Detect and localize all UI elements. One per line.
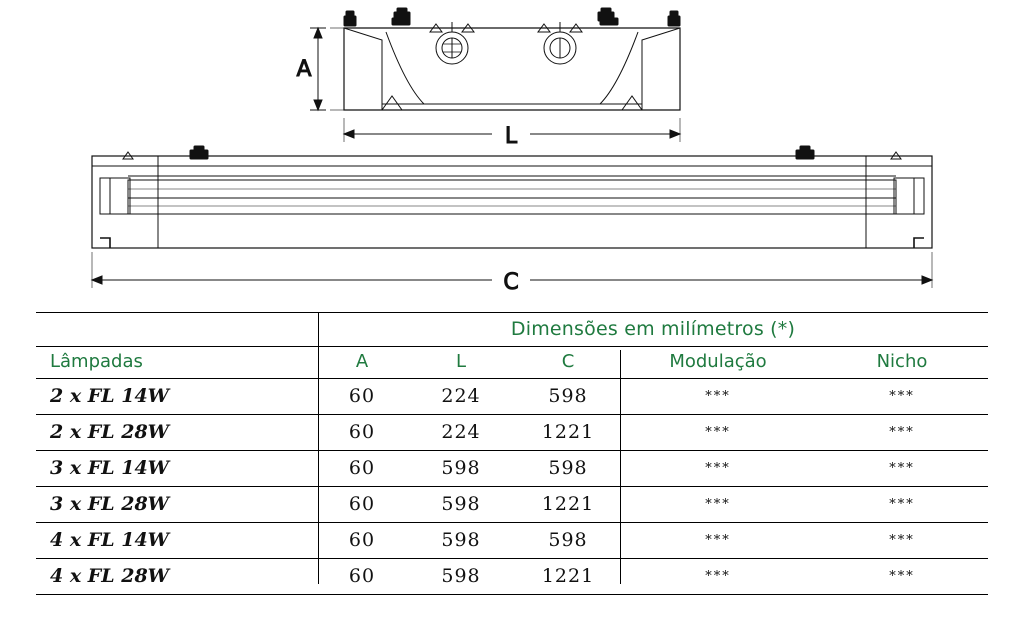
cell-nicho: ***	[816, 559, 988, 595]
table-row	[36, 379, 988, 415]
table-row	[36, 451, 988, 487]
table-row	[36, 487, 988, 523]
cell-l: 598	[406, 523, 516, 559]
cell-modulacao: ***	[620, 523, 816, 559]
cell-modulacao: ***	[620, 487, 816, 523]
cell-lamps: 2 x FL 14W	[36, 379, 318, 415]
cell-a: 60	[318, 487, 406, 523]
table-row	[36, 415, 988, 451]
cell-l: 598	[406, 487, 516, 523]
cell-nicho: ***	[816, 487, 988, 523]
cell-l: 224	[406, 415, 516, 451]
cell-a: 60	[318, 451, 406, 487]
cell-nicho: ***	[816, 415, 988, 451]
table-bottom-border	[36, 595, 988, 617]
cross-section-view	[344, 8, 680, 110]
dimension-a	[310, 28, 344, 110]
table-title: Dimensões em milímetros (*)	[318, 313, 988, 347]
cell-c: 1221	[516, 415, 620, 451]
cell-modulacao: ***	[620, 415, 816, 451]
dimension-label-l: L	[505, 124, 518, 149]
spec-table	[36, 312, 988, 617]
cell-c: 1221	[516, 559, 620, 595]
cell-modulacao: ***	[620, 451, 816, 487]
cell-c: 1221	[516, 487, 620, 523]
cell-a: 60	[318, 559, 406, 595]
cell-nicho: ***	[816, 523, 988, 559]
cell-c: 598	[516, 523, 620, 559]
cell-lamps: 2 x FL 28W	[36, 415, 318, 451]
col-head-modulacao: Modulação	[620, 347, 816, 379]
cell-l: 598	[406, 559, 516, 595]
dimension-label-c: C	[503, 270, 518, 295]
cell-c: 598	[516, 379, 620, 415]
dimensions-table	[36, 312, 988, 617]
cell-l: 598	[406, 451, 516, 487]
col-head-c: C	[516, 347, 620, 379]
cell-a: 60	[318, 415, 406, 451]
cell-modulacao: ***	[620, 559, 816, 595]
col-head-a: A	[318, 347, 406, 379]
col-head-lamps: Lâmpadas	[36, 347, 318, 379]
dimension-label-a: A	[296, 57, 311, 82]
col-head-nicho: Nicho	[816, 347, 988, 379]
cell-lamps: 4 x FL 28W	[36, 559, 318, 595]
cell-a: 60	[318, 523, 406, 559]
cell-nicho: ***	[816, 451, 988, 487]
cell-lamps: 3 x FL 14W	[36, 451, 318, 487]
cell-c: 598	[516, 451, 620, 487]
table-header-row	[36, 347, 988, 379]
table-vline-2	[620, 350, 621, 584]
cell-modulacao: ***	[620, 379, 816, 415]
cell-lamps: 4 x FL 14W	[36, 523, 318, 559]
table-row	[36, 559, 988, 595]
cell-lamps: 3 x FL 28W	[36, 487, 318, 523]
col-head-l: L	[406, 347, 516, 379]
cell-nicho: ***	[816, 379, 988, 415]
table-vline-1	[318, 312, 319, 584]
cell-l: 224	[406, 379, 516, 415]
plan-view	[92, 146, 932, 248]
table-row	[36, 523, 988, 559]
table-title-row	[36, 313, 988, 347]
cell-a: 60	[318, 379, 406, 415]
